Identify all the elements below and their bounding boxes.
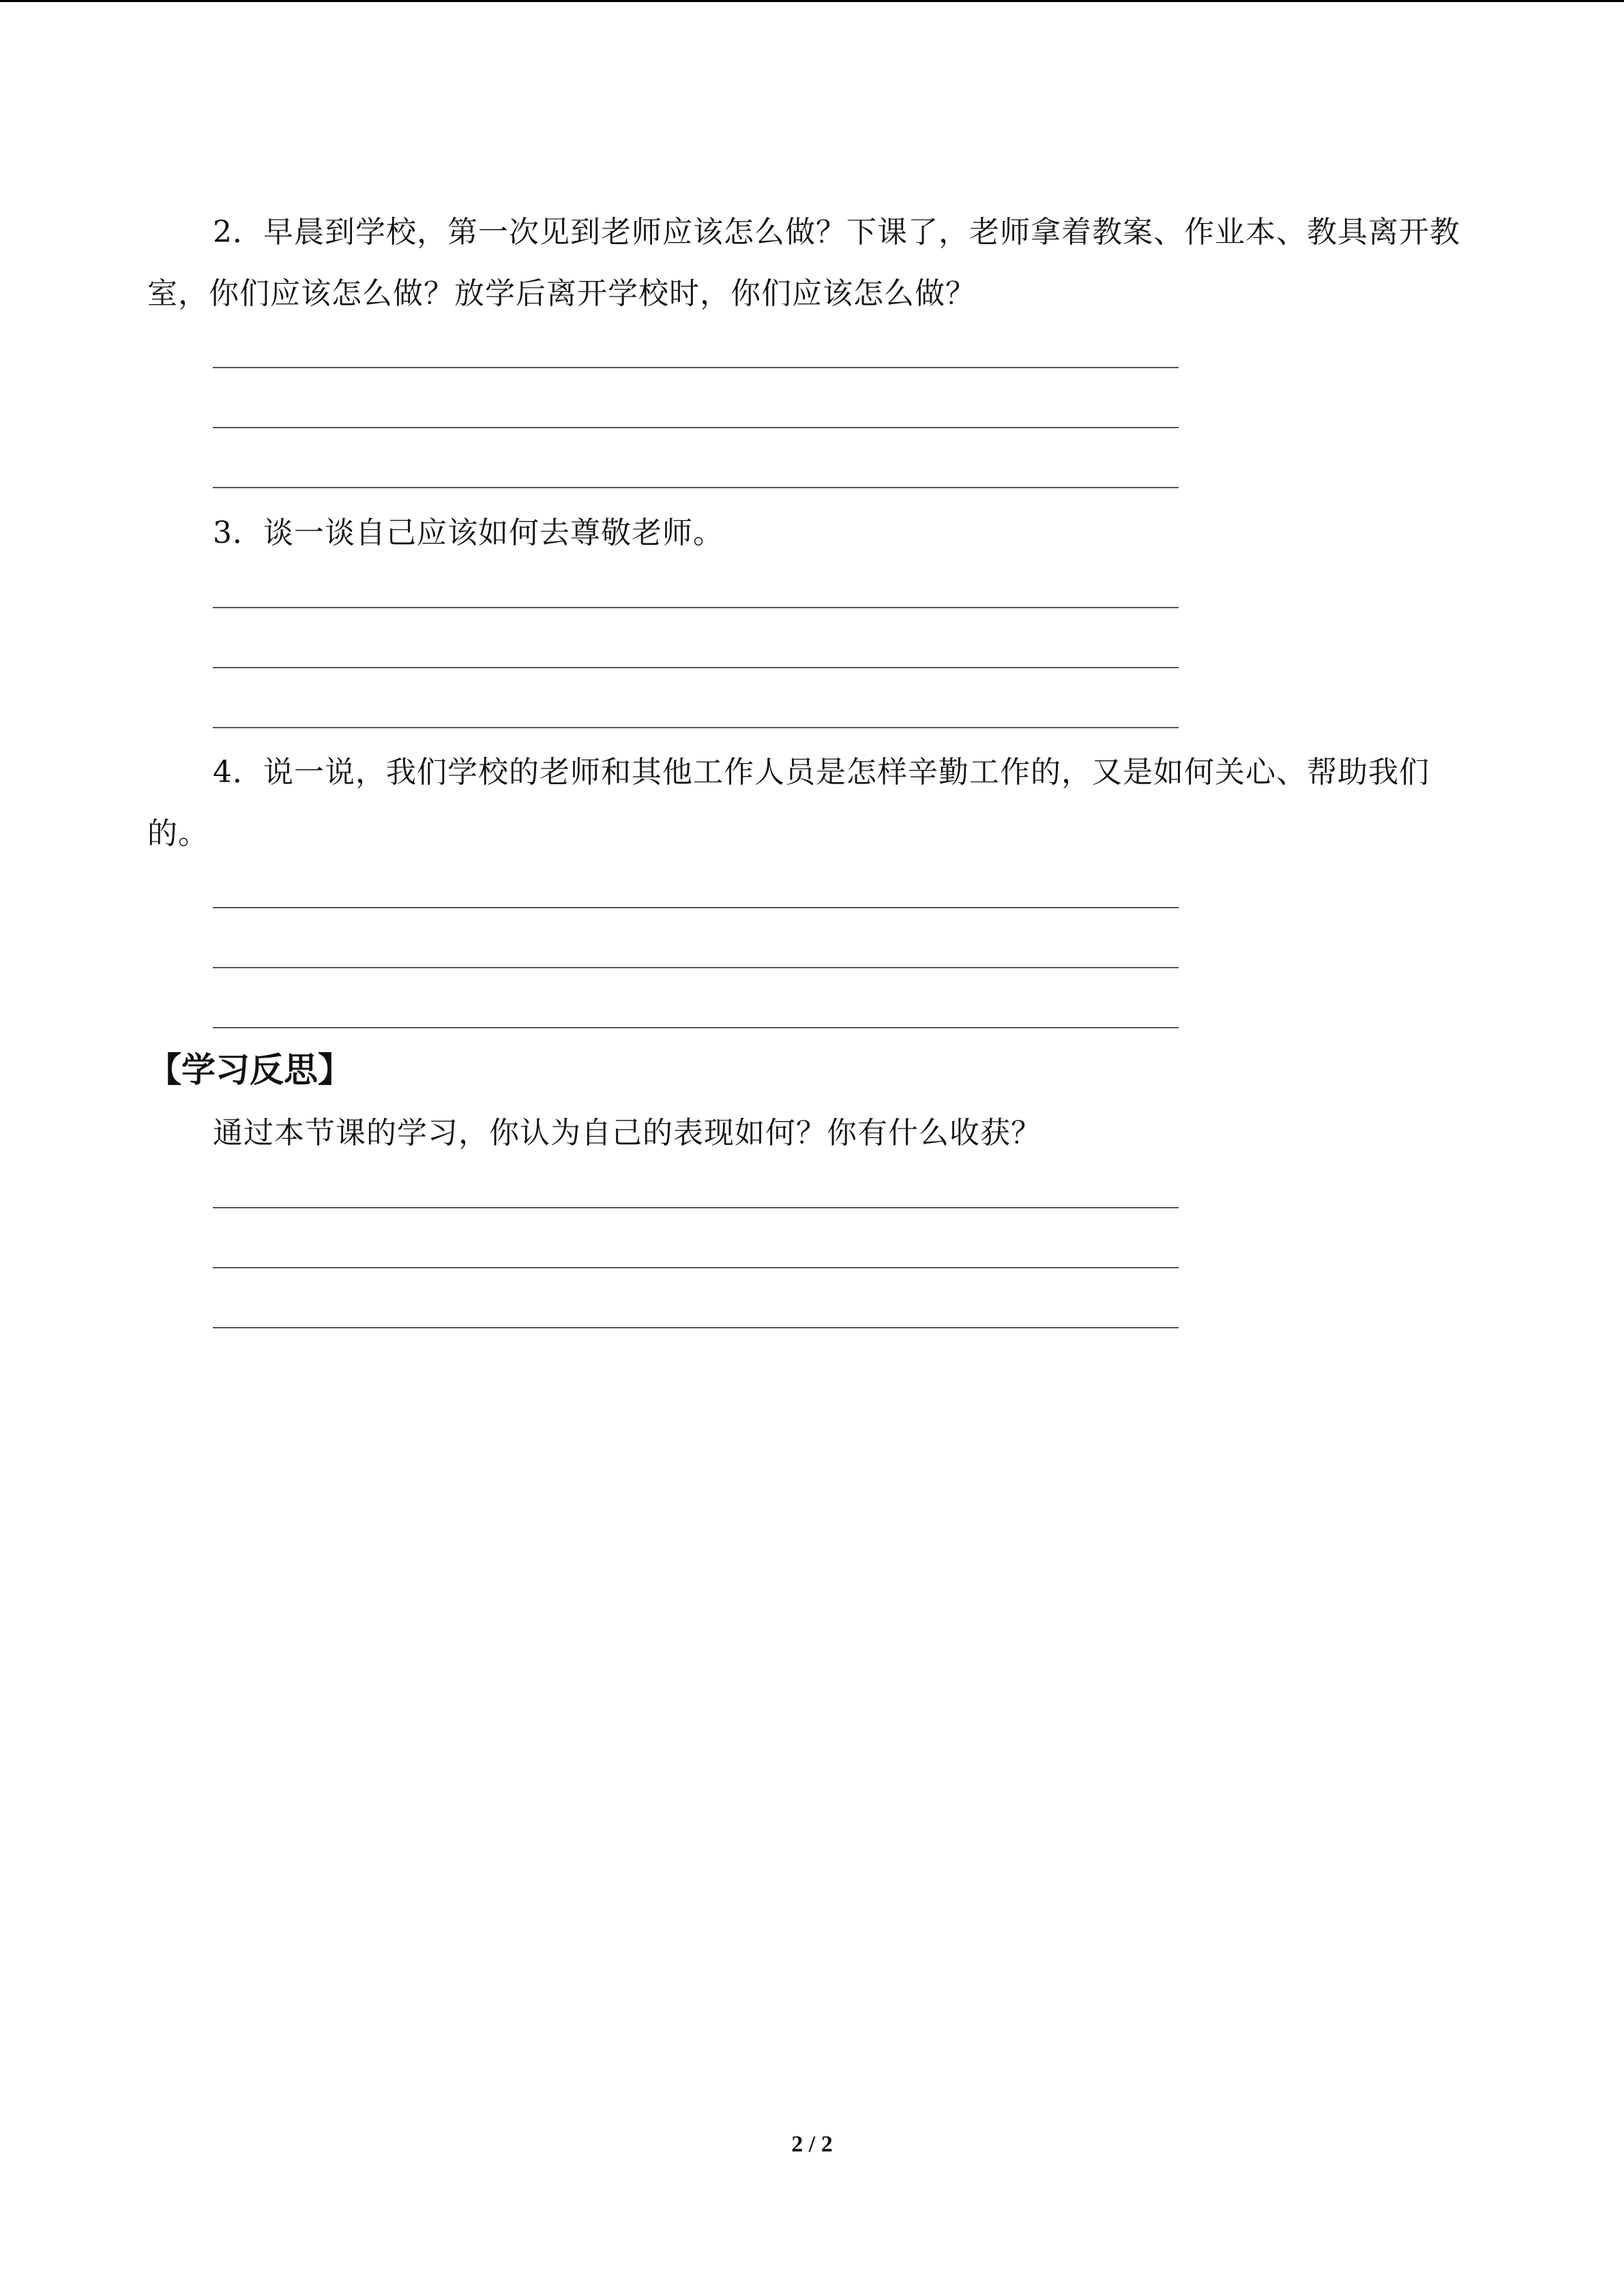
answer-line[interactable] — [213, 667, 1179, 668]
question-3-text: 3．谈一谈自己应该如何去尊敬老师。 — [213, 516, 724, 550]
answer-line[interactable] — [213, 487, 1179, 488]
top-border — [0, 0, 1624, 2]
answer-line[interactable] — [213, 1267, 1179, 1268]
answer-line[interactable] — [213, 1327, 1179, 1328]
answer-line[interactable] — [213, 607, 1179, 608]
question-4-text: 4．说一说，我们学校的老师和其他工作人员是怎样辛勤工作的，又是如何关心、帮助我们的。 — [147, 755, 1430, 851]
answer-line[interactable] — [213, 727, 1179, 728]
page-number: 2 / 2 — [791, 2132, 833, 2157]
reflection-prompt: 通过本节课的学习，你认为自己的表现如何？你有什么收获？ — [213, 1116, 1042, 1150]
answer-line[interactable] — [213, 907, 1179, 908]
answer-line[interactable] — [213, 967, 1179, 968]
answer-line[interactable] — [213, 1027, 1179, 1028]
answer-line[interactable] — [213, 1207, 1179, 1208]
answer-line[interactable] — [213, 427, 1179, 428]
answer-line[interactable] — [213, 367, 1179, 368]
reflection-heading: 【学习反思】 — [147, 1050, 352, 1090]
question-2-text: 2．早晨到学校，第一次见到老师应该怎么做？下课了，老师拿着教案、作业本、教具离开教室，你们应该怎么做？放学后离开学校时，你们应该怎么做？ — [147, 215, 1460, 311]
